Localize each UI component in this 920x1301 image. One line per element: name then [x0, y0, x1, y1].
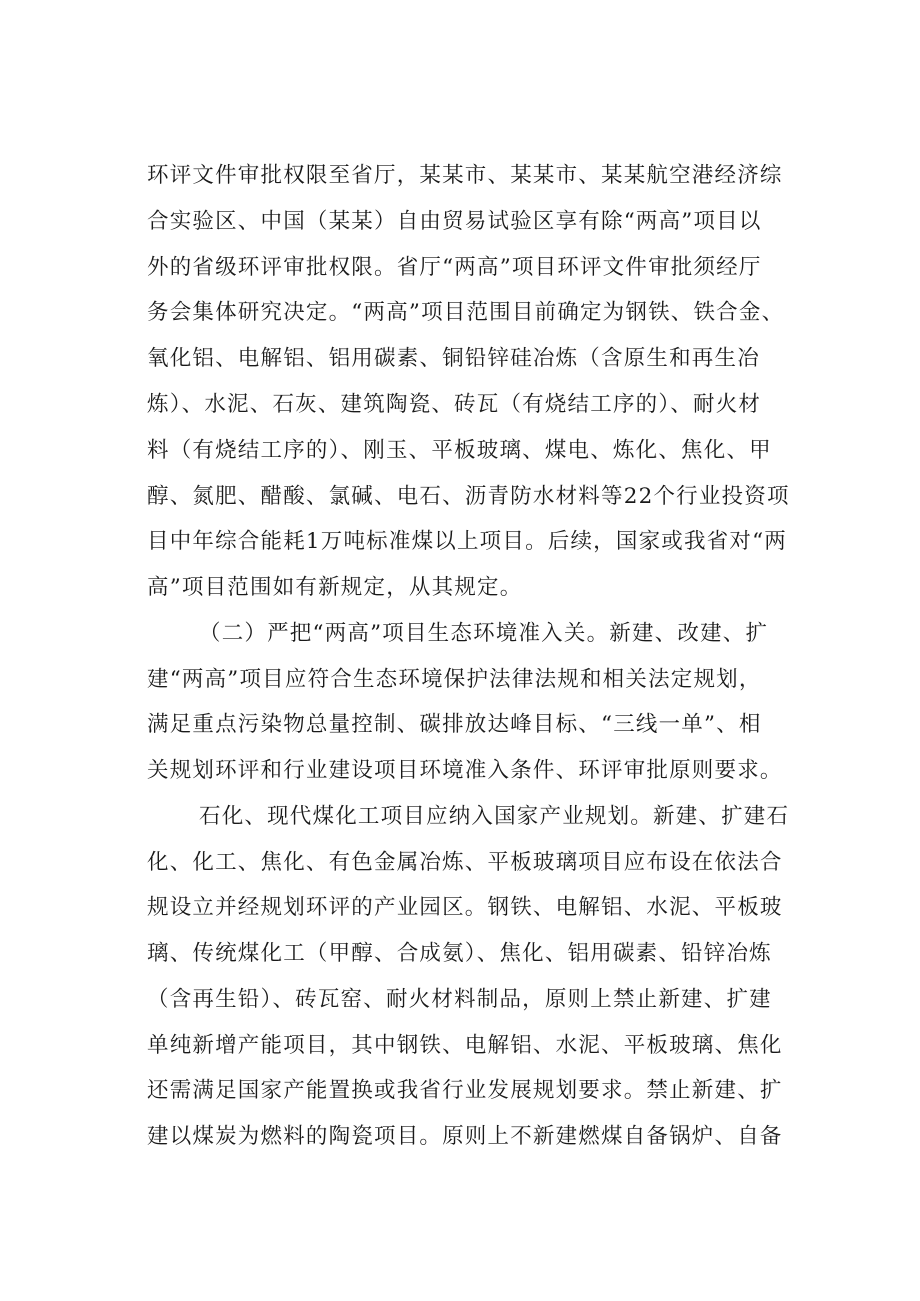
text-line: 单纯新增产能项目，其中钢铁、电解铝、水泥、平板玻璃、焦化 — [147, 1033, 783, 1058]
text-line: 炼）、水泥、石灰、建筑陶瓷、砖瓦（有烧结工序的）、耐火材 — [147, 392, 762, 417]
text-line: 醇、氮肥、醋酸、氯碱、电石、沥青防水材料等22个行业投资项 — [147, 484, 790, 509]
text-line: 璃、传统煤化工（甲醇、合成氨）、焦化、铝用碳素、铅锌冶炼 — [147, 941, 772, 966]
text-line: 关规划环评和行业建设项目环境准入条件、环评审批原则要求。 — [147, 758, 783, 783]
text-line: 建以煤炭为燃料的陶瓷项目。原则上不新建燃煤自备锅炉、自备 — [147, 1124, 783, 1149]
text-line: 合实验区、中国（某某）自由贸易试验区享有除“两高”项目以 — [147, 209, 762, 234]
text-line: 石化、现代煤化工项目应纳入国家产业规划。新建、扩建石 — [199, 804, 790, 829]
text-line: 规设立并经规划环评的产业园区。钢铁、电解铝、水泥、平板玻 — [147, 895, 783, 920]
text-line: 务会集体研究决定。“两高”项目范围目前确定为钢铁、铁合金、 — [147, 300, 785, 325]
text-line: 还需满足国家产能置换或我省行业发展规划要求。禁止新建、扩 — [147, 1078, 783, 1103]
text-line: 满足重点污染物总量控制、碳排放达峰目标、“三线一单”、相 — [147, 712, 762, 737]
text-line: 外的省级环评审批权限。省厅“两高”项目环评文件审批须经厅 — [147, 255, 762, 280]
section-heading: （二）严把“两高”项目生态环境准入关。新建、改建、扩 — [199, 621, 769, 646]
text-line: 氧化铝、电解铝、铝用碳素、铜铅锌硅冶炼（含原生和再生冶 — [147, 346, 760, 371]
text-line: 化、化工、焦化、有色金属冶炼、平板玻璃项目应布设在依法合 — [147, 850, 783, 875]
text-line: 建“两高”项目应符合生态环境保护法律法规和相关法定规划， — [147, 667, 762, 692]
text-line: 环评文件审批权限至省厅，某某市、某某市、某某航空港经济综 — [147, 163, 783, 188]
text-line: 高”项目范围如有新规定，从其规定。 — [147, 575, 523, 600]
text-line: 料（有烧结工序的）、刚玉、平板玻璃、煤电、炼化、焦化、甲 — [147, 438, 772, 463]
text-line: （含再生铅）、砖瓦窑、耐火材料制品，原则上禁止新建、扩建 — [147, 987, 772, 1012]
text-line: 目中年综合能耗1万吨标准煤以上项目。后续，国家或我省对“两 — [147, 529, 787, 554]
